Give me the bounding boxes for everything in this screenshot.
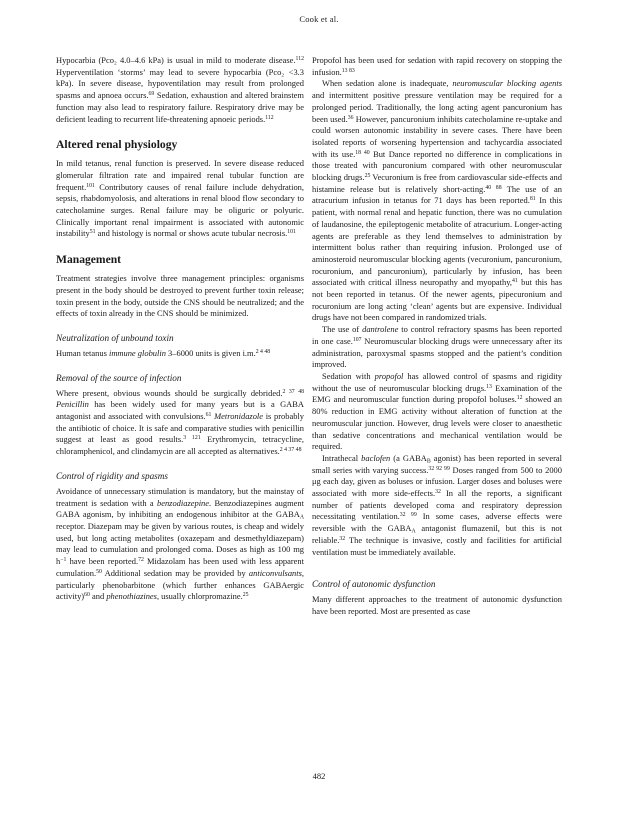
right-column (312, 55, 562, 618)
paragraph-hypocarbia: Hypocarbia (Pco₂ 4.0–4.6 kPa) is usual in mild to moderate disease.$^{112}$ Hyperventilation ‘storms’ may lead to severe hypocarbia (Pco₂ <3.3 kPa). In severe disease, hypoventilation may result from prolonged spasms and apnoea occurs.$^{69}$ Sedation, exhaustion and altered brainstem function may also lead to respiratory failure. Respiratory drive may be deficient leading to recurrent life-threatening apnoeic periods.$^{112}$ (56, 55, 304, 124)
paragraph-management: Treatment strategies involve three management principles: organisms present in the body should be destroyed to prevent further toxin release; toxin present in the body, outside the CNS should be neutralized; and the effects of toxin already in the CNS should be minimized. (56, 273, 304, 319)
paragraph-propofol-recovery: Propofol has been used for sedation with rapid recovery on stopping the infusion.$^{13 83}$ (312, 55, 562, 77)
running-head: Cook et al. (299, 14, 339, 24)
paragraph-baclofen: Intrathecal baclofen (a $GABA_B$ agonist) has been reported in several small series with varying success.$^{32 92 99}$ Doses ranged from 500 to 2000 μg each day, given as boluses or infusion. Larger doses and boluses were associated with more side-effects.$^{32}$ In all the reports, a significant number of patients developed coma and respiratory depression necessitating ventilation.$^{32 99}$ In some cases, adverse effects were reversible with the $GABA_A$ antagonist flumazenil, but this is not reliable.$^{32}$ The technique is invasive, costly and facilities for artificial ventilation must be immediately available. (312, 452, 563, 557)
heading-removal: Removal of the source of infection (56, 372, 182, 383)
page-number: 482 (312, 771, 326, 781)
paragraph-neuromuscular-blockers: When sedation alone is inadequate, neuromuscular blocking agents and intermittent positive pressure ventilation may be required for a prolonged period. Traditionally, the long acting agent pancuronium has been used.$^{36}$ However, pancuronium inhibits catecholamine re-uptake and could worsen autonomic instability in severe cases. There have been isolated reports of worsening hypertension and tachycardia associated with its use.$^{18 40}$ But Dance reported no difference in complications in those treated with pancuronium compared with other neuromuscular blocking drugs.$^{25}$ Vecuronium is free from cardiovascular side-effects and histamine release but is relatively short-acting.$^{40 88}$ The use of an atracurium infusion in tetanus for 71 days has been reported.$^{81}$ In this patient, with normal renal and hepatic function, there was no cumulation of laudanosine, the epileptogenic metabolite of atracurium. Longer-acting agents are preferable as they lend themselves to administration by intermittent bolus rather than requiring infusion. Prolonged use of aminosteroid neuromuscular blocking agents (vecuronium, pancuronium, rocuronium, and pancuronium), particularly by infusion, has been associated with critical illness neuropathy and myopathy,$^{41}$ but this has not been reported in tetanus. Of the newer agents, pipecuronium and rocuronium are long acting ‘clean’ agents but are expensive. Individual drugs have not been compared in randomized trials. (312, 78, 562, 323)
left-column (56, 55, 304, 603)
heading-renal: Altered renal physiology (56, 138, 178, 152)
paragraph-control-rigidity: Avoidance of unnecessary stimulation is mandatory, but the mainstay of treatment is sedation with a benzodiazepine. Benzodiazepines augment GABA agonism, by inhibiting an endogenous inhibitor at the $GABA_A$ receptor. Diazepam may be given by various routes, is cheap and widely used, but long acting metabolites (oxazepam and desmethyldiazepam) may lead to cumulation and prolonged coma. Doses as high as 100 mg $h^{-1}$ have been reported.$^{72}$ Midazolam has been used with less apparent cumulation.$^{50}$ Additional sedation may be provided by anticonvulsants, particularly phenobarbitone (which further enhances GABAergic activity)$^{60}$ and phenothiazines, usually chlorpromazine.$^{25}$ (56, 485, 304, 602)
paragraph-removal: Where present, obvious wounds should be surgically debrided.$^{2 37 48}$ Penicillin has been widely used for many years but is a GABA antagonist and associated with convulsions.$^{61}$ Metronidazole is probably the antibiotic of choice. It is safe and comparative studies with penicillin suggest at least as good results.$^{3 121}$ Erythromycin, tetracycline, chloramphenicol, and clindamycin are all accepted as alternatives.$^{2 4 37 48}$ (56, 387, 305, 457)
paragraph-dantrolene: The use of dantrolene to control refractory spasms has been reported in one case.$^{107}$ Neuromuscular blocking drugs were unnecessary after its administration, paroxysmal spasms stopped and the patient’s condition improved. (312, 324, 563, 370)
paragraph-autonomic: Many different approaches to the treatment of autonomic dysfunction have been reported. Most are presented as case (312, 594, 562, 616)
heading-autonomic: Control of autonomic dysfunction (312, 579, 436, 590)
paragraph-renal: In mild tetanus, renal function is preserved. In severe disease reduced glomerular filtration rate and impaired renal tubular function are frequent.$^{101}$ Contributory causes of renal failure include dehydration, sepsis, rhabdomyolosis, and alterations in renal blood flow secondary to catecholamine surges. Renal failure may be oliguric or polyuric. Clinically important renal impairment is associated with autonomic instability$^{51}$ and histology is normal or shows acute tubular necrosis.$^{101}$ (56, 158, 304, 239)
paragraph-propofol-sedation: Sedation with propofol has allowed control of spasms and rigidity without the use of neuromuscular blocking drugs.$^{13}$ Examination of the EMG and neuromuscular function during propofol boluses.$^{12}$ showed an 80% reduction in EMG activity without alteration of function at the neuromuscular junction. However, drug levels were closer to anaesthetic than sedative concentrations and mechanical ventilation would be required. (312, 370, 562, 452)
heading-management: Management (56, 253, 122, 267)
paragraph-neutralization: Human tetanus immune globulin 3–6000 units is given i.m.$^{2 4 48}$ (56, 347, 271, 358)
heading-neutralization: Neutralization of unbound toxin (56, 332, 174, 343)
heading-control-rigidity: Control of rigidity and spasms (56, 470, 168, 481)
